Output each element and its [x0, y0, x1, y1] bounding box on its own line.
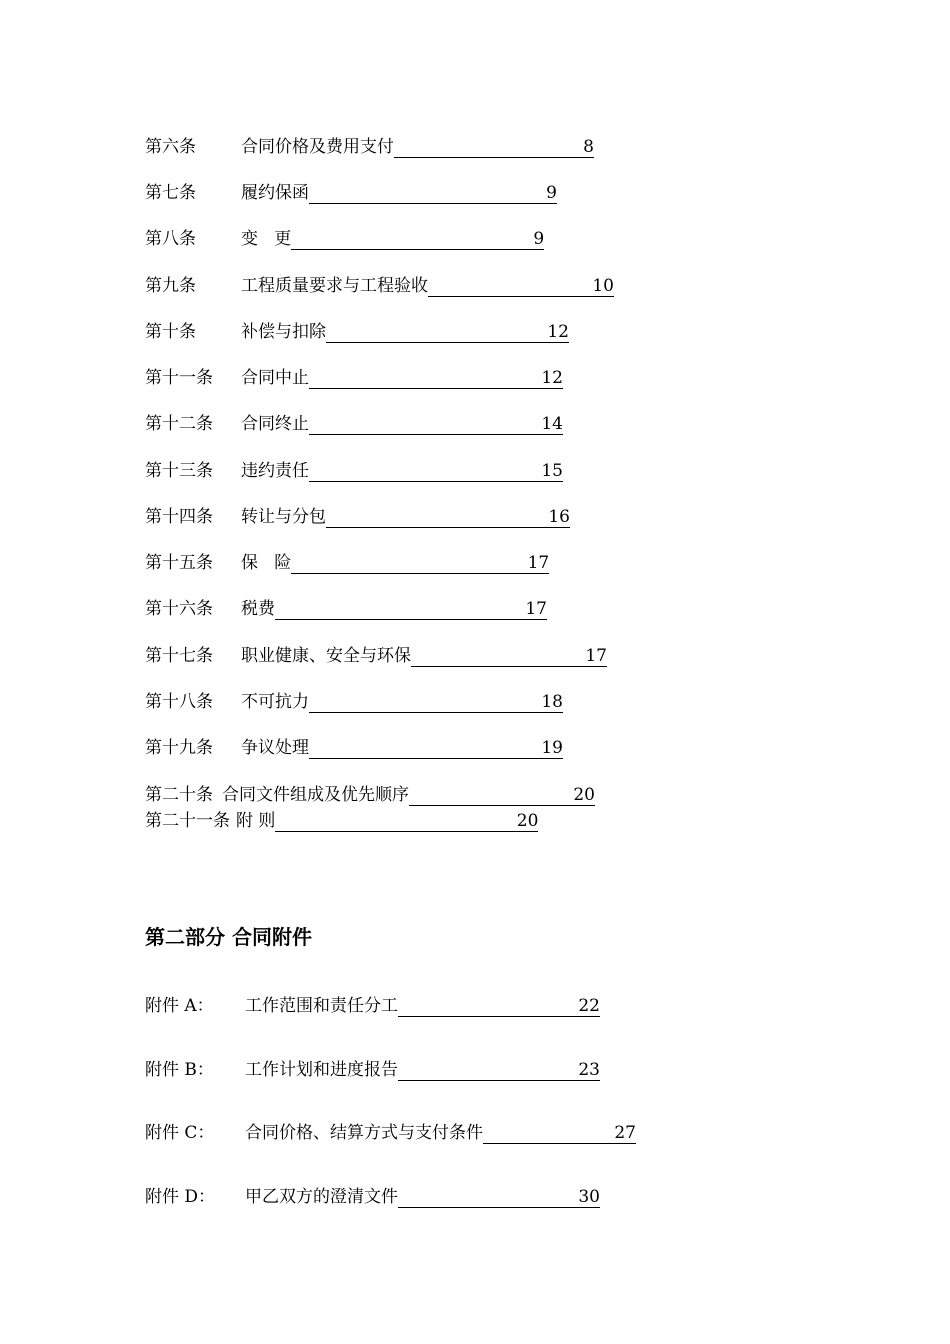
article-number: 第十九条 [145, 738, 213, 758]
article-title: 合同文件组成及优先顺序 [222, 785, 409, 805]
page-number: 9 [546, 183, 557, 203]
page-leader [275, 598, 547, 620]
article-title: 合同价格及费用支付 [241, 137, 394, 157]
article-title: 转让与分包 [241, 507, 326, 527]
article-title: 履约保函 [241, 183, 309, 203]
page-number: 18 [541, 692, 563, 712]
article-title: 保 险 [241, 553, 292, 573]
page-number: 27 [614, 1123, 636, 1143]
page-number: 17 [527, 553, 550, 573]
article-title: 附 则 [236, 811, 276, 831]
article-number: 第二十条 [145, 785, 213, 805]
page-leader [309, 691, 563, 713]
page-leader [398, 995, 600, 1017]
page-number: 20 [516, 811, 539, 831]
page-leader [398, 1186, 600, 1208]
toc-entry-article-8[interactable] [145, 228, 544, 250]
article-number: 第十六条 [145, 599, 213, 619]
toc-entry-article-9[interactable] [145, 275, 614, 297]
attachment-number: 附件 C： [145, 1123, 215, 1143]
page-number: 30 [578, 1187, 600, 1207]
article-number: 第十条 [145, 322, 196, 342]
article-title: 违约责任 [241, 461, 309, 481]
page-number: 12 [547, 322, 569, 342]
page-leader [398, 1059, 600, 1081]
toc-entry-attachment-d[interactable] [145, 1186, 600, 1208]
toc-entry-article-21[interactable] [145, 810, 538, 832]
page-leader [326, 321, 569, 343]
article-number: 第十二条 [145, 414, 213, 434]
article-title: 不可抗力 [241, 692, 309, 712]
toc-entry-article-7[interactable] [145, 182, 557, 204]
toc-entry-article-6[interactable] [145, 136, 594, 158]
page-number: 14 [541, 414, 563, 434]
attachment-number: 附件 B： [145, 1060, 214, 1080]
toc-entry-attachment-a[interactable] [145, 995, 600, 1017]
article-title: 税费 [241, 599, 275, 619]
section-heading-part2: 第二部分 合同附件 [145, 925, 312, 949]
page-number: 23 [578, 1060, 600, 1080]
article-title: 合同终止 [241, 414, 309, 434]
attachment-number: 附件 A： [145, 996, 214, 1016]
toc-entry-attachment-b[interactable] [145, 1059, 600, 1081]
toc-entry-article-12[interactable] [145, 413, 563, 435]
attachment-number: 附件 D： [145, 1187, 216, 1207]
toc-entry-article-15[interactable] [145, 552, 549, 574]
page-leader [483, 1122, 636, 1144]
toc-entry-article-14[interactable] [145, 506, 570, 528]
page-number: 9 [533, 229, 545, 249]
page-leader [428, 275, 614, 297]
article-title: 工程质量要求与工程验收 [241, 276, 428, 296]
page-number: 12 [541, 368, 563, 388]
page-leader [411, 645, 607, 667]
article-title: 合同中止 [241, 368, 309, 388]
page-leader [291, 228, 544, 250]
toc-entry-article-11[interactable] [145, 367, 563, 389]
page-leader [309, 460, 563, 482]
article-number: 第七条 [145, 183, 196, 203]
article-number: 第六条 [145, 137, 196, 157]
toc-entry-article-17[interactable] [145, 645, 607, 667]
attachment-title: 工作计划和进度报告 [245, 1060, 398, 1080]
page-leader [309, 737, 563, 759]
page-number: 15 [541, 461, 563, 481]
page-leader [309, 367, 563, 389]
page-leader [394, 136, 594, 158]
article-title: 职业健康、安全与环保 [241, 646, 411, 666]
article-number: 第十四条 [145, 507, 213, 527]
article-number: 第十五条 [145, 553, 213, 573]
toc-entry-article-20[interactable] [145, 784, 595, 806]
page-number: 8 [583, 137, 594, 157]
page-number: 17 [525, 599, 547, 619]
toc-entry-article-18[interactable] [145, 691, 563, 713]
page-number: 20 [573, 785, 595, 805]
article-number: 第八条 [145, 229, 196, 249]
article-number: 第十一条 [145, 368, 213, 388]
article-number: 第十七条 [145, 646, 213, 666]
article-number: 第二十一条 [145, 811, 230, 831]
toc-entry-article-13[interactable] [145, 460, 563, 482]
page-number: 22 [578, 996, 600, 1016]
article-title: 补偿与扣除 [241, 322, 326, 342]
article-number: 第十三条 [145, 461, 213, 481]
page-leader [409, 784, 595, 806]
toc-entry-article-10[interactable] [145, 321, 569, 343]
page-number: 16 [548, 507, 570, 527]
attachment-title: 甲乙双方的澄清文件 [245, 1187, 398, 1207]
page-leader [309, 413, 563, 435]
article-number: 第九条 [145, 276, 196, 296]
toc-entry-article-19[interactable] [145, 737, 563, 759]
page-number: 17 [585, 646, 607, 666]
article-title: 变 更 [241, 229, 292, 249]
page-leader [309, 182, 557, 204]
toc-entry-article-16[interactable] [145, 598, 547, 620]
attachment-title: 合同价格、结算方式与支付条件 [245, 1123, 483, 1143]
page-leader [291, 552, 549, 574]
attachment-title: 工作范围和责任分工 [245, 996, 398, 1016]
page-leader [275, 810, 538, 832]
article-number: 第十八条 [145, 692, 213, 712]
page-leader [326, 506, 570, 528]
toc-entry-attachment-c[interactable] [145, 1122, 636, 1144]
page-number: 10 [592, 276, 614, 296]
page-number: 19 [541, 738, 563, 758]
article-title: 争议处理 [241, 738, 309, 758]
